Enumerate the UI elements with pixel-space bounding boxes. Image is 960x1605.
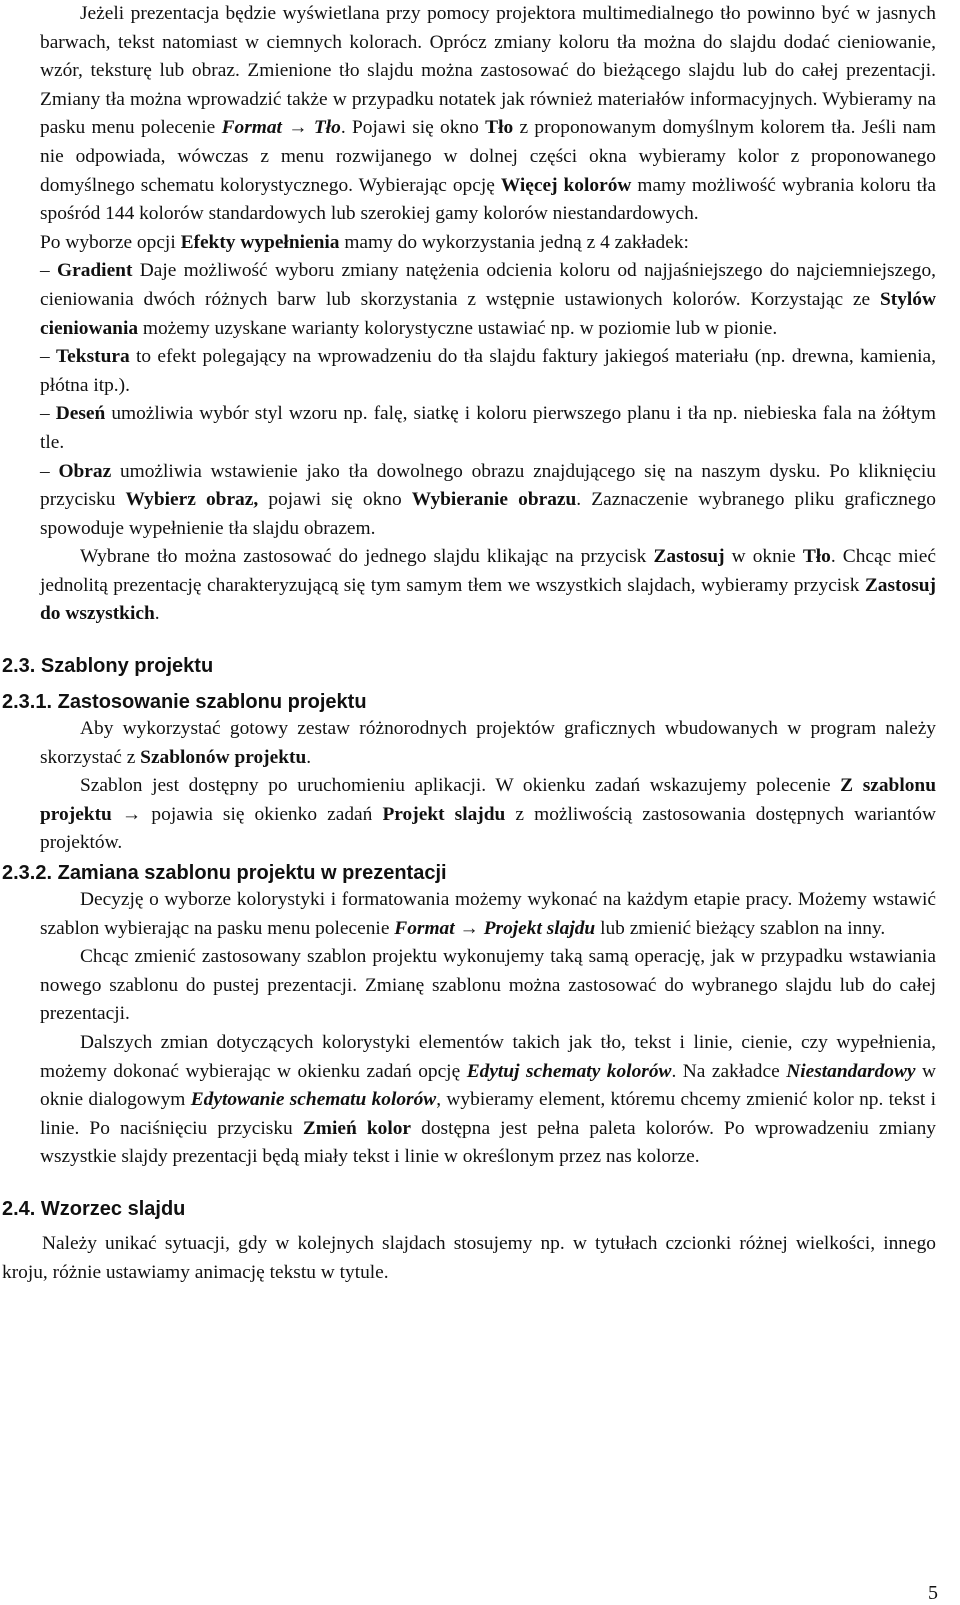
menu-path-format-background: Format → Tło [221,117,341,139]
section-heading-2-3: 2.3. Szablony projektu [2,655,214,678]
list-item-picture: – Obraz umożliwia wstawienie jako tła dowolnego obrazu znajdującego się na naszym dysku. Po kliknięciu przycisku Wybierz obraz, pojawi się okno Wybieranie obrazu. Zaznaczenie wybranego pliku graficznego spowoduje wypełnienie tła slajdu obrazem. [40,460,936,539]
section-heading-2-3-1: 2.3.1. Zastosowanie szablonu projektu [2,691,367,714]
list-item-texture: – Tekstura to efekt polegający na wprowadzeniu do tła slajdu faktury jakiegoś materiału (np. drewna, kamienia, płótna itp.). [40,346,937,396]
list-item-gradient: – Gradient Daje możliwość wyboru zmiany natężenia odcienia koloru od najjaśniejszego do najciemniejszego, cieniowania dwóch różnych barw lub skorzystania z wstępnie ustawionych kolorów. Korzystając ze Stylów cieniowania możemy uzyskane warianty kolorystyczne ustawiać np. w poziomie lub w pionie. [40,260,936,339]
paragraph-color-schemes: Dalszych zmian dotyczących kolorystyki elementów takich jak tło, tekst i linie, cienie, czy wypełnienia, możemy dokonać wybierając w okienku zadań opcję Edytuj schematy kolorów. Na zakładce Niestandardowy w oknie dialogowym Edytowanie schematu kolorów, wybieramy element, któremu chcemy zmienić kolor np. tekst i linie. Po naciśnięciu przycisku Zmień kolor dostępna jest pełna paleta kolorów. Po wprowadzeniu zmiany wszystkie slajdy prezentacji będą miały tekst i linie w określonym przez nas kolorze. [40,1032,937,1168]
section-heading-2-4: 2.4. Wzorzec slajdu [2,1197,186,1220]
list-item-pattern: – Deseń umożliwia wybór styl wzoru np. falę, siatkę i koloru pierwszego planu i tła np. niebieska fala na żółtym tle. [40,403,936,453]
paragraph-change-template: Chcąc zmienić zastosowany szablon projektu wykonujemy taką samą operację, jak w przypadku wstawiania nowego szablonu do pustej prezentacji. Zmianę szablonu można zastosować do wybranego slajdu lub do całej prezentacji. [40,946,936,1025]
paragraph-fill-effects: Po wyborze opcji Efekty wypełnienia mamy do wykorzystania jedną z 4 zakładek: [40,231,689,253]
paragraph-templates: Aby wykorzystać gotowy zestaw różnorodnych projektów graficznych wbudowanych w program należy skorzystać z Szablonów projektu. [40,718,936,768]
paragraph-slide-master: Należy unikać sytuacji, gdy w kolejnych slajdach stosujemy np. w tytułach czcionki różnej wielkości, innego kroju, różnie ustawiamy animację tekstu w tytule. [2,1232,936,1283]
section-heading-2-3-2: 2.3.2. Zamiana szablonu projektu w prezentacji [2,862,447,885]
paragraph-background: Jeżeli prezentacja będzie wyświetlana przy pomocy projektora multimedialnego tło powinno być w jasnych barwach, tekst natomiast w ciemnych kolorach. Oprócz zmiany koloru tła można do slajdu dodać cieniowanie, wzór, teksturę lub obraz. Zmienione tło slajdu można zastosować do bieżącego slajdu lub do całej prezentacji. Zmiany tła można wprowadzić także w przypadku notatek jak również materiałów informacyjnych. Wybieramy na pasku menu polecenie Format → Tło. Pojawi się okno Tło z proponowanym domyślnym kolorem tła. Jeśli nam nie odpowiada, wówczas z menu rozwijanego w dolnej części okna wybieramy kolor z proponowanego domyślnego schematu kolorystycznego. Wybierając opcję Więcej kolorów mamy możliwość wybrania koloru tła spośród 144 kolorów standardowych lub szerokiej gamy kolorów niestandardowych. [40,3,937,225]
paragraph-color-decision: Decyzję o wyborze kolorystyki i formatowania możemy wykonać na każdym etapie pracy. Możemy wstawić szablon wybierając na pasku menu polecenie Format → Projekt slajdu lub zmienić bieżący szablon na inny. [40,889,936,939]
page-number: 5 [928,1582,938,1604]
document-body [2,0,937,1287]
paragraph-template-available: Szablon jest dostępny po uruchomieniu aplikacji. W okienku zadań wskazujemy polecenie Z szablonu projektu → pojawia się okienko zadań Projekt slajdu z możliwością zastosowania dostępnych wariantów projektów. [40,775,936,854]
paragraph-apply: Wybrane tło można zastosować do jednego slajdu klikając na przycisk Zastosuj w oknie Tło. Chcąc mieć jednolitą prezentację charakteryzującą się tym samym tłem we wszystkich slajdach, wybieramy przycisk Zastosuj do wszystkich. [40,546,936,625]
